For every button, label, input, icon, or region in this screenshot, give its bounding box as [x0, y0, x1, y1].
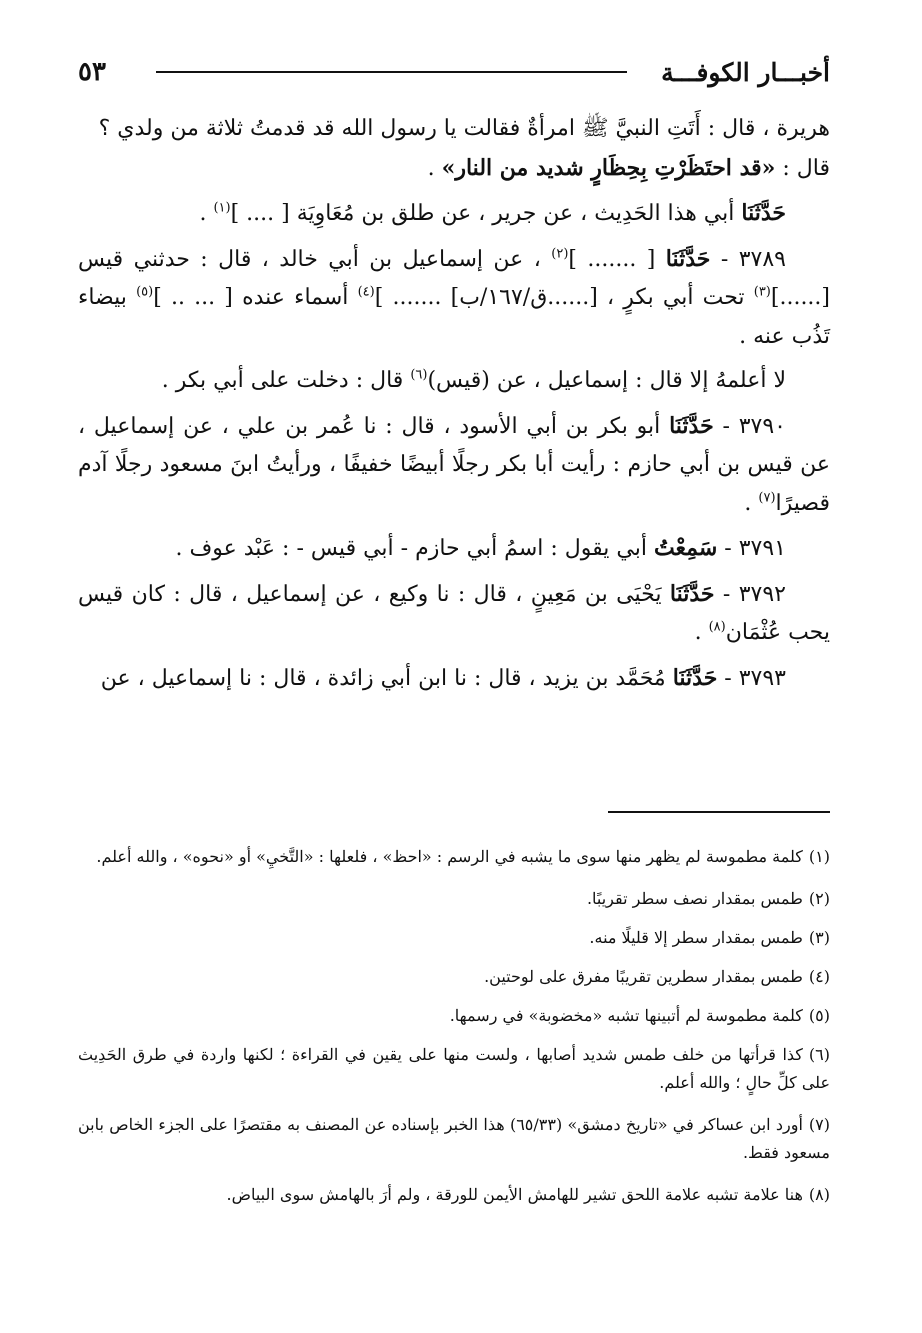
paragraph-hadith-3793	[78, 659, 830, 699]
narration-lead-word: سَمِعْتُ	[653, 535, 718, 561]
text-span: هريرة ، قال : أَتَتِ النبيَّ ﷺ امرأةٌ فقالت يا رسول الله قد قدمتُ ثلاثة من ولدي ؟	[98, 116, 830, 141]
prophet-saying: «قد احتَظَرْتِ بِحِظَارٍ شديد من النار»	[441, 154, 776, 181]
text-span: قال : دخلت على أبي بكر .	[161, 368, 411, 393]
text-span: ، عن إسماعيل بن أبي خالد ، قال : حدثني قيس [......]	[78, 246, 830, 310]
footnote-text: كلمة مطموسة لم أتبينها تشبه «مخضوبة» في رسمها.	[449, 1006, 803, 1025]
footnote-marker-7[interactable]: (٧)	[758, 490, 776, 506]
footnote-number: (٢)	[808, 889, 830, 908]
footnote-2	[78, 885, 830, 913]
footnote-5	[78, 1002, 830, 1030]
main-text	[78, 110, 830, 698]
paragraph-prophet-reply	[78, 149, 830, 189]
text-span: قال :	[775, 155, 830, 181]
footnote-text: أورد ابن عساكر في «تاريخ دمشق» (٦٥/٣٣) هذا الخبر بإسناده عن المصنف به مقتصرًا على الجزء الخاص بابن مسعود فقط.	[78, 1115, 830, 1162]
footnote-4	[78, 963, 830, 991]
footnote-text: طمس بمقدار سطر إلا قليلًا منه.	[589, 928, 803, 947]
footnote-marker-4[interactable]: (٤)	[357, 284, 375, 300]
text-span: [ ....... ]	[568, 246, 666, 272]
running-title: أخبـــار الكوفـــة	[661, 57, 830, 87]
text-span: أسماء عنده [ ... .. ]	[153, 285, 358, 310]
running-header	[78, 52, 830, 92]
paragraph-narration	[78, 194, 830, 234]
narration-lead-word: حَدَّثَنَا	[669, 580, 715, 607]
text-span: .	[744, 490, 759, 516]
footnote-text: كلمة مطموسة لم يظهر منها سوى ما يشبه في الرسم : «احظ» ، فلعلها : «التَّخيِ» أو «نحوه» ، والله أعلم.	[96, 847, 803, 866]
footnote-text: طمس بمقدار نصف سطر تقريبًا.	[586, 889, 803, 908]
paragraph-hadith-3789	[78, 240, 830, 357]
narration-lead-word: حَدَّثَنَا	[741, 200, 786, 226]
paragraph-hadith-continuation	[78, 110, 830, 149]
narration-lead-word: حَدَّثَنَا	[672, 664, 718, 691]
footnote-text: هنا علامة تشبه علامة اللحق تشير للهامش الأيمن للورقة ، ولم أرَ بالهامش سوى البياض.	[226, 1185, 803, 1204]
footnote-marker-3[interactable]: (٣)	[753, 284, 771, 300]
footnote-6	[78, 1041, 830, 1097]
text-span: لا أعلمهُ إلا قال : إسماعيل ، عن (قيس)	[427, 368, 786, 393]
footnote-marker-1[interactable]: (١)	[213, 200, 231, 216]
text-span: .	[694, 620, 709, 645]
footnote-text: طمس بمقدار سطرين تقريبًا مفرق على لوحتين.	[484, 967, 803, 986]
footnote-number: (١)	[808, 847, 830, 866]
hadith-number: ٣٧٩٠ -	[713, 413, 786, 439]
text-span: أبي هذا الحَدِيث ، عن جرير ، عن طلق بن مُعَاوِيَة [ .... ]	[230, 201, 742, 226]
text-span: مُحَمَّد بن يزيد ، قال : نا ابن أبي زائدة ، قال : نا إسماعيل ، عن	[100, 665, 673, 691]
footnote-text: كذا قرأتها من خلف طمس شديد أصابها ، ولست منها على يقين في القراءة ؛ لكنها واردة في طرق الحَدِيث على كلِّ حالٍ ؛ والله أعلم.	[78, 1045, 830, 1092]
footnote-number: (٤)	[808, 967, 830, 986]
hadith-number: ٣٧٨٩ -	[710, 246, 786, 272]
footnote-number: (٨)	[808, 1185, 830, 1204]
text-span: .	[427, 155, 442, 181]
paragraph-hadith-3790	[78, 407, 830, 524]
hadith-number: ٣٧٩٣ -	[717, 665, 786, 691]
footnote-number: (٦)	[808, 1045, 830, 1064]
footnote-marker-5[interactable]: (٥)	[136, 284, 154, 300]
header-rule	[156, 71, 627, 73]
footnote-separator	[608, 811, 830, 813]
footnote-marker-8[interactable]: (٨)	[708, 619, 726, 635]
text-span: أبو بكر بن أبي الأسود ، قال : نا عُمر بن علي ، عن إسماعيل ، عن قيس بن أبي حازم : رأيت أبا بكر رجلًا أبيضًا خفيفًا ، ورأيتُ ابنَ مسعود رجلًا آدم قصيرًا	[78, 413, 830, 516]
footnote-7	[78, 1111, 830, 1167]
text-span: .	[199, 201, 214, 226]
text-span: أبي يقول : اسمُ أبي حازم - أبي قيس - : عَبْد عوف .	[175, 536, 654, 561]
narration-lead-word: حَدَّثَنَا	[669, 412, 714, 439]
footnotes	[78, 843, 830, 1220]
hadith-number: ٣٧٩٢ -	[714, 581, 786, 607]
paragraph-hadith-3792	[78, 575, 830, 653]
page-number: ٥٣	[78, 57, 106, 87]
paragraph-hadith-3791	[78, 529, 830, 569]
footnote-1	[78, 843, 830, 871]
footnote-marker-6[interactable]: (٦)	[410, 367, 428, 383]
footnote-8	[78, 1181, 830, 1209]
text-span: تحت أبي بكرٍ ، [......ق/١٦٧/ب] ....... ]	[374, 285, 754, 310]
footnote-number: (٧)	[808, 1115, 830, 1134]
narration-lead-word: حَدَّثَنَا	[665, 245, 711, 272]
footnote-3	[78, 924, 830, 952]
footnote-number: (٥)	[808, 1006, 830, 1025]
footnote-number: (٣)	[808, 928, 830, 947]
paragraph-variant-narration	[78, 362, 830, 401]
hadith-number: ٣٧٩١ -	[717, 536, 786, 561]
footnote-marker-2[interactable]: (٢)	[551, 246, 569, 262]
text-span: يَحْيَى بن مَعِينٍ ، قال : نا وكيع ، عن إسماعيل ، قال : كان قيس يحب عُثْمَان	[78, 581, 830, 645]
text-span: بيضاء تَذُب عنه .	[78, 285, 830, 349]
